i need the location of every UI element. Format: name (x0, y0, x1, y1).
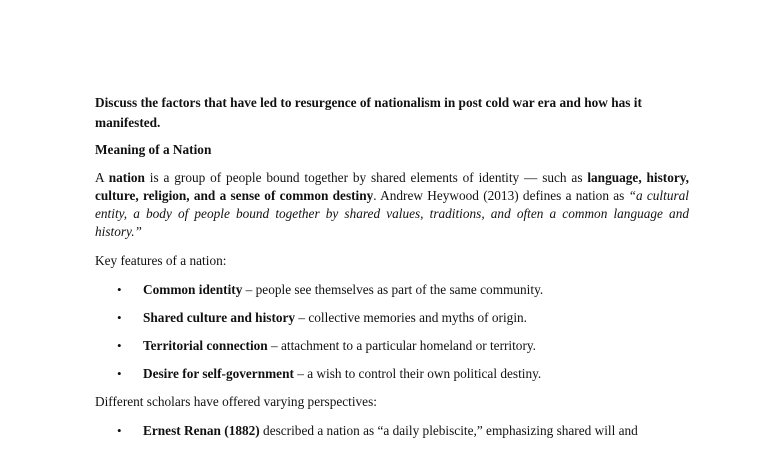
feature-term: Desire for self-government (143, 366, 294, 381)
feature-term: Territorial connection (143, 338, 268, 353)
bullet-icon: • (117, 423, 122, 438)
bullet-icon: • (117, 338, 122, 353)
definition-term: nation (108, 170, 145, 185)
definition-elements: language, history, culture, religion, and a sense of common destiny (95, 170, 689, 203)
definition-paragraph (95, 169, 689, 241)
bullet-icon: • (117, 282, 122, 297)
feature-text: – collective memories and myths of origin. (295, 310, 527, 325)
list-item (95, 309, 689, 327)
features-list (95, 281, 689, 383)
scholar-term: Ernest Renan (1882) (143, 423, 260, 438)
list-item (95, 365, 689, 383)
scholars-intro: Different scholars have offered varying perspectives: (95, 394, 377, 409)
feature-text: – a wish to control their own political destiny. (293, 366, 542, 381)
definition-text-2: is a group of people bound together by shared elements of identity — such as (144, 170, 588, 185)
features-intro: Key features of a nation: (95, 253, 227, 268)
list-item (95, 337, 689, 355)
feature-term: Shared culture and history (143, 310, 296, 325)
section-heading: Meaning of a Nation (95, 142, 212, 157)
list-item (95, 422, 689, 440)
scholars-list (95, 422, 689, 440)
bullet-icon: • (117, 310, 122, 325)
feature-text: – attachment to a particular homeland or territory. (267, 338, 536, 353)
list-item (95, 281, 689, 299)
definition-text-3: . Andrew Heywood (2013) defines a nation as (373, 188, 629, 203)
bullet-icon: • (117, 366, 122, 381)
definition-text-1: A (95, 170, 109, 185)
definition-quote: “a cultural entity, a body of people bound together by shared values, traditions, and often a common language and history.” (95, 188, 689, 239)
question-title: Discuss the factors that have led to resurgence of nationalism in post cold war era and how has it manifested. (95, 95, 642, 130)
scholar-text: described a nation as “a daily plebiscite,” emphasizing shared will and (259, 423, 638, 438)
feature-term: Common identity (143, 282, 243, 297)
document-page (95, 93, 689, 450)
feature-text: – people see themselves as part of the same community. (242, 282, 544, 297)
